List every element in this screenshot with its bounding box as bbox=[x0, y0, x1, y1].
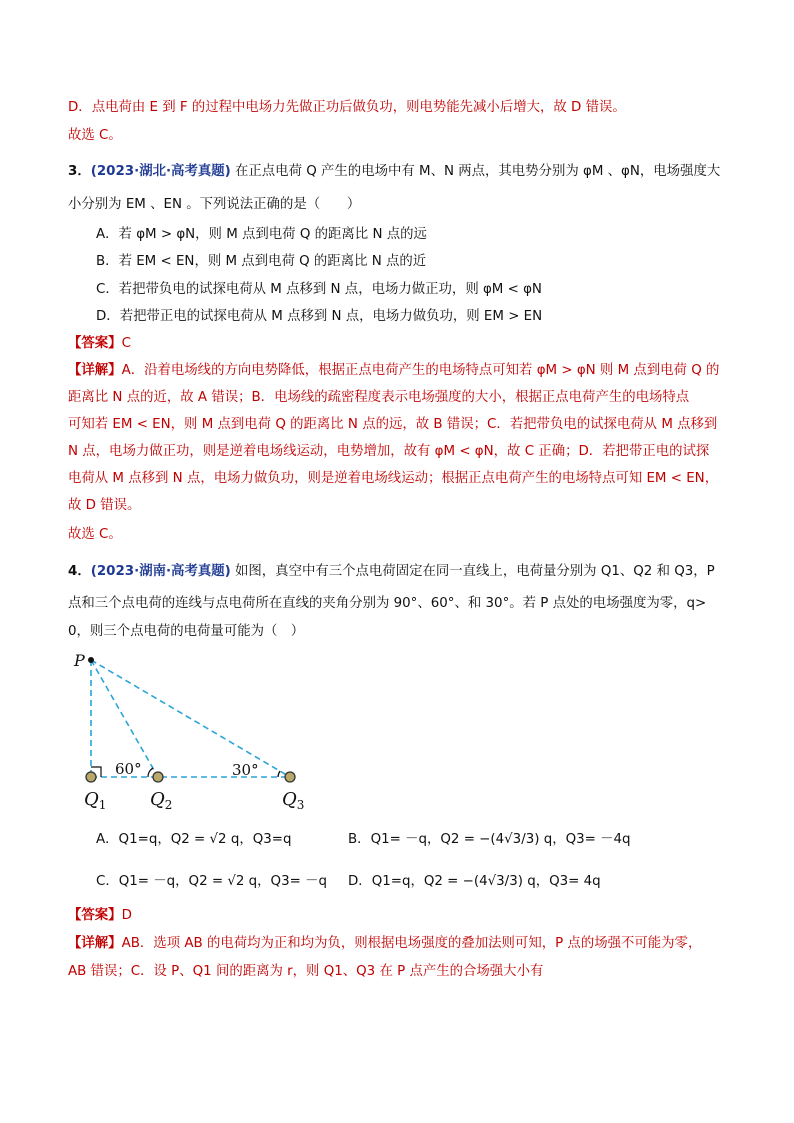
q3-stem-line-1 bbox=[68, 162, 720, 182]
charge-q3 bbox=[285, 772, 295, 782]
label-q3-main: Q bbox=[282, 789, 297, 810]
q4-stem-line-2: 点和三个点电荷的连线与点电荷所在直线的夹角分别为 90°、60°、和 30°。若 P 点处的电场强度为零，q> bbox=[68, 596, 707, 611]
q4-detail-text-1: AB．选项 AB 的电荷均为正和均为负，则根据电场强度的叠加法则可知，P 点的场强不可能为零， bbox=[121, 936, 702, 951]
q3-detail-line-1 bbox=[68, 361, 719, 381]
q4-number: 4． bbox=[68, 564, 91, 579]
prev-conclusion: 故选 C。 bbox=[68, 128, 122, 143]
q4-option-d: D．Q1=q，Q2 = −(4√3/3) q，Q3= 4q bbox=[348, 874, 601, 889]
q3-conclusion: 故选 C。 bbox=[68, 527, 122, 542]
q3-detail-line-3: 可知若 EM < EN，则 M 点到电荷 Q 的距离比 N 点的远，故 B 错误；C．若把带负电的试探电荷从 M 点移到 bbox=[68, 417, 718, 432]
q4-option-a: A．Q1=q，Q2 = √2 q，Q3=q bbox=[96, 832, 292, 847]
q3-source: (2023·湖北·高考真题) bbox=[90, 164, 231, 179]
q4-detail-label: 【详解】 bbox=[68, 936, 122, 951]
point-p bbox=[88, 657, 94, 663]
q3-answer-label: 【答案】 bbox=[68, 336, 122, 351]
q3-option-c: C．若把带负电的试探电荷从 M 点移到 N 点，电场力做正功，则 φM < φN bbox=[96, 282, 542, 297]
q4-option-b: B．Q1= －q，Q2 = −(4√3/3) q，Q3= －4q bbox=[348, 832, 631, 847]
q4-stem: 如图，真空中有三个点电荷固定在同一直线上，电荷量分别为 Q1、Q2 和 Q3，P bbox=[235, 564, 715, 579]
q3-detail-line-4: N 点，电场力做正功，则是逆着电场线运动，电势增加，故有 φM < φN，故 C 正确；D．若把带正电的试探 bbox=[68, 444, 710, 459]
q4-stem-line-1 bbox=[68, 562, 715, 582]
prev-option-d: D．点电荷由 E 到 F 的过程中电场力先做正功后做负功，则电势能先减小后增大，故 D 错误。 bbox=[68, 100, 626, 115]
q3-answer: C bbox=[121, 336, 131, 351]
label-angle-60: 60° bbox=[115, 760, 142, 778]
q4-answer-line bbox=[68, 906, 132, 926]
q3-detail-line-6: 故 D 错误。 bbox=[68, 498, 141, 513]
label-angle-30: 30° bbox=[232, 761, 259, 779]
q4-detail-line-1 bbox=[68, 934, 701, 954]
q3-option-d: D．若把带正电的试探电荷从 M 点移到 N 点，电场力做负功，则 EM > EN bbox=[96, 309, 543, 324]
q4-figure bbox=[60, 645, 320, 815]
q4-answer: D bbox=[121, 908, 132, 923]
q3-detail-label: 【详解】 bbox=[68, 363, 122, 378]
q3-option-a: A．若 φM > φN，则 M 点到电荷 Q 的距离比 N 点的远 bbox=[96, 227, 427, 242]
label-q2-sub: 2 bbox=[164, 798, 173, 812]
q3-number: 3． bbox=[68, 164, 91, 179]
charge-q1 bbox=[86, 772, 96, 782]
q4-option-c: C．Q1= －q，Q2 = √2 q，Q3= －q bbox=[96, 874, 327, 889]
q3-stem: 在正点电荷 Q 产生的电场中有 M、N 两点，其电势分别为 φM 、φN，电场强度大 bbox=[235, 164, 721, 179]
q3-detail-text-1: A．沿着电场线的方向电势降低，根据正点电荷产生的电场特点可知若 φM > φN 则 M 点到电荷 Q 的 bbox=[121, 363, 720, 378]
label-q3-sub: 3 bbox=[296, 798, 305, 812]
q3-detail-line-2: 距离比 N 点的近，故 A 错误；B．电场线的疏密程度表示电场强度的大小，根据正点电荷产生的电场特点 bbox=[68, 390, 690, 405]
label-p: P bbox=[74, 651, 85, 670]
q3-option-b: B．若 EM < EN，则 M 点到电荷 Q 的距离比 N 点的近 bbox=[96, 254, 427, 269]
label-q1-main: Q bbox=[84, 789, 99, 810]
q4-stem-line-3: 0，则三个点电荷的电荷量可能为（ ） bbox=[68, 624, 305, 639]
angle-arc-60 bbox=[148, 768, 153, 777]
q4-answer-label: 【答案】 bbox=[68, 908, 122, 923]
label-q2 bbox=[150, 789, 172, 812]
q3-detail-line-5: 电荷从 M 点移到 N 点，电场力做负功，则是逆着电场线运动；根据正点电荷产生的电场特点可知 EM < EN， bbox=[68, 471, 719, 486]
label-q1 bbox=[84, 789, 106, 812]
q3-stem-line-2: 小分别为 EM 、EN 。下列说法正确的是（ ） bbox=[68, 197, 361, 212]
label-q3 bbox=[282, 789, 304, 812]
label-q1-sub: 1 bbox=[98, 798, 107, 812]
charge-q2 bbox=[153, 772, 163, 782]
q3-answer-line bbox=[68, 334, 131, 354]
q4-detail-line-2: AB 错误；C．设 P、Q1 间的距离为 r，则 Q1、Q3 在 P 点产生的合场强大小有 bbox=[68, 964, 544, 979]
label-q2-main: Q bbox=[150, 789, 165, 810]
angle-arc-30 bbox=[278, 771, 280, 777]
q4-source: (2023·湖南·高考真题) bbox=[90, 564, 231, 579]
